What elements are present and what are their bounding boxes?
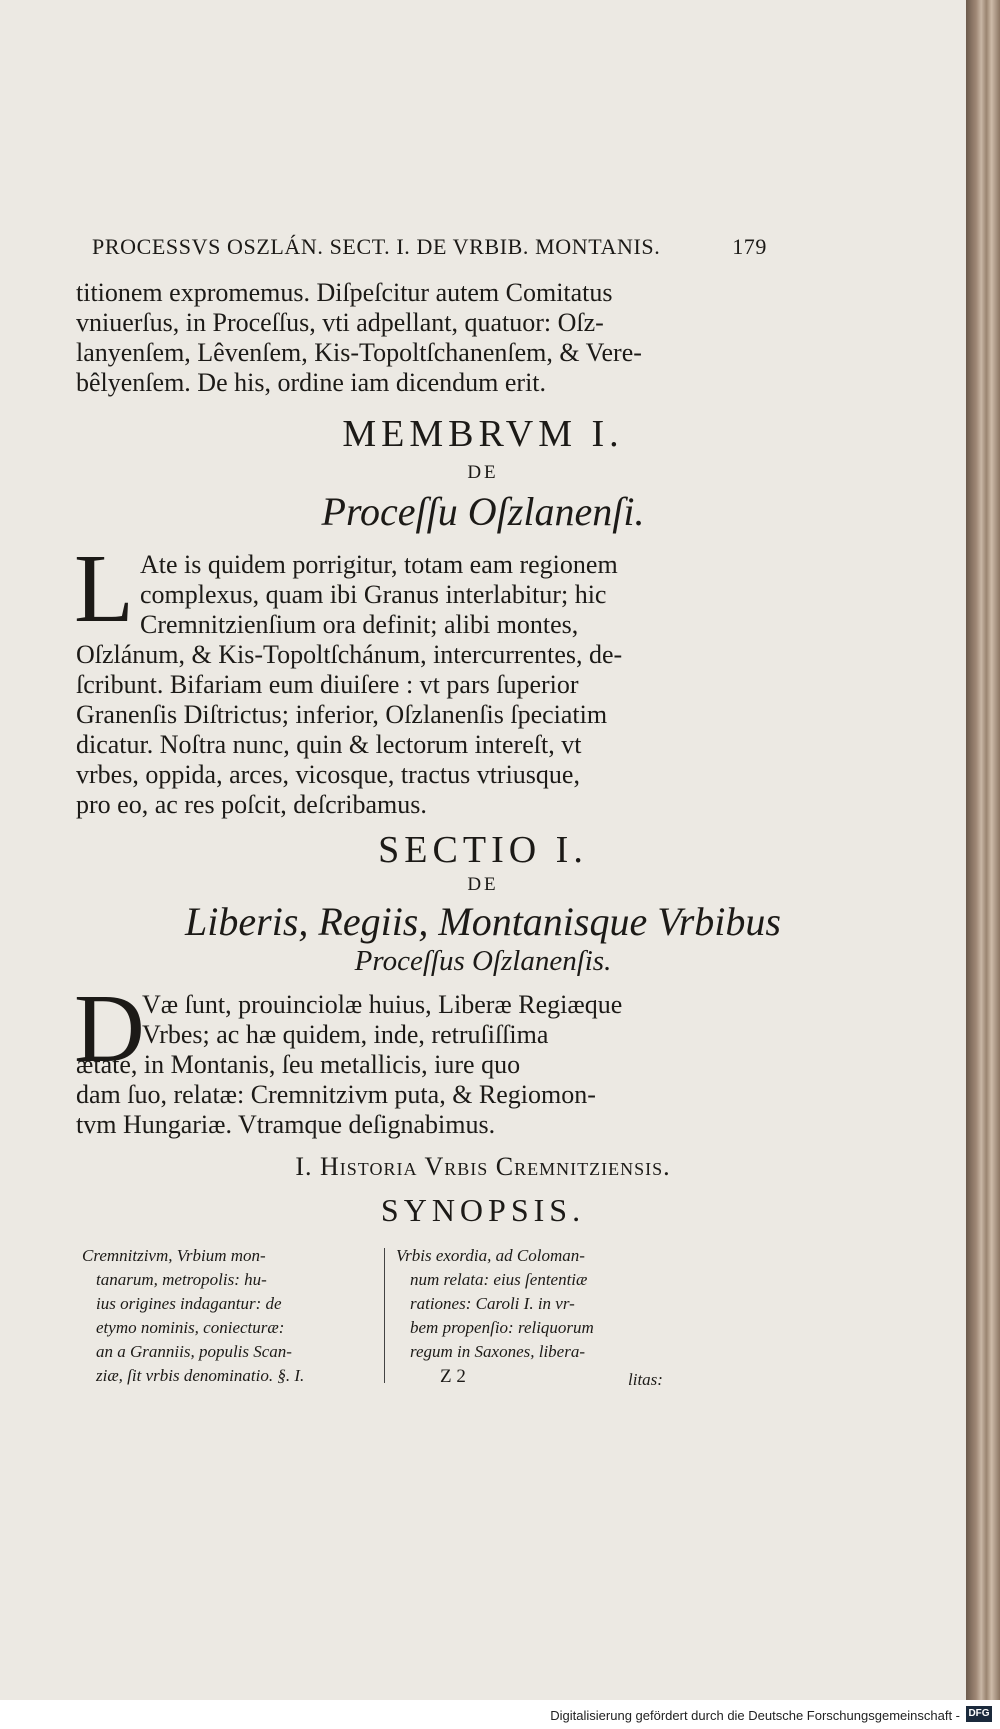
signature-mark: Z 2: [440, 1366, 466, 1387]
synopsis-right-line: Vrbis exordia, ad Coloman-: [396, 1246, 585, 1265]
membrum-title: MEMBRVM I.: [342, 413, 624, 455]
historia-heading: I. Historia Vrbis Cremnitziensis.: [295, 1152, 671, 1181]
para-line: dicatur. Noſtra nunc, quin & lectorum intereſt, vt: [76, 730, 582, 759]
sectio-subtitle: Proceſſus Oſzlanenſis.: [354, 945, 612, 977]
membrum-subtitle: Proceſſu Oſzlanenſi.: [321, 489, 645, 534]
synopsis-left-line: Cremnitzivm, Vrbium mon-: [82, 1246, 266, 1265]
para-line: Vrbes; ac hæ quidem, inde, retruſiſſima: [142, 1020, 549, 1049]
membrum-de: DE: [467, 462, 499, 483]
para-line: dam ſuo, relatæ: Cremnitzivm puta, & Regiomon-: [76, 1080, 596, 1109]
para-line: vrbes, oppida, arces, vicosque, tractus vtriusque,: [76, 760, 580, 789]
intro-line: lanyenſem, Lêvenſem, Kis-Topoltſchanenſem, & Vere-: [76, 338, 642, 367]
synopsis-right-line: regum in Saxones, libera-: [410, 1342, 586, 1361]
synopsis-left-line: an a Granniis, populis Scan-: [96, 1342, 292, 1361]
synopsis-left-line: ius origines indagantur: de: [96, 1294, 282, 1313]
running-header: [92, 234, 767, 260]
running-title: PROCESSVS OSZLÁN. SECT. I. DE VRBIB. MONTANIS.: [92, 234, 661, 259]
para-line: Væ ſunt, prouinciolæ huius, Liberæ Regiæque: [142, 990, 623, 1019]
catchword: litas:: [628, 1370, 663, 1389]
synopsis-left-line: tanarum, metropolis: hu-: [96, 1270, 267, 1289]
sectio-subtitle: Liberis, Regiis, Montanisque Vrbibus: [185, 899, 781, 944]
para-line: pro eo, ac res poſcit, deſcribamus.: [76, 790, 427, 819]
intro-line: bêlyenſem. De his, ordine iam dicendum erit.: [76, 368, 547, 397]
page-edge: [966, 0, 1000, 1700]
sectio-de: DE: [467, 874, 499, 895]
synopsis-right-line: num relata: eius ſententiæ: [410, 1270, 588, 1289]
para-line: Granenſis Diſtrictus; inferior, Oſzlanenſis ſpeciatim: [76, 700, 608, 729]
column-rule: [384, 1248, 385, 1383]
para-line: Cremnitzienſium ora definit; alibi montes,: [140, 610, 579, 639]
para-line: tvm Hungariæ. Vtramque deſignabimus.: [76, 1110, 496, 1139]
synopsis-right-line: rationes: Caroli I. in vr-: [410, 1294, 575, 1313]
synopsis-title: SYNOPSIS.: [380, 1192, 586, 1228]
para-line: Oſzlánum, & Kis-Topoltſchánum, intercurrentes, de-: [76, 640, 623, 669]
drop-cap: D: [74, 975, 145, 1083]
sectio-title: SECTIO I.: [378, 829, 588, 871]
synopsis-left-line: ziæ, ſit vrbis denominatio. §. I.: [96, 1366, 305, 1385]
synopsis-left-line: etymo nominis, coniecturæ:: [96, 1318, 285, 1337]
drop-cap: L: [74, 535, 134, 643]
synopsis-right-line: bem propenſio: reliquorum: [410, 1318, 594, 1337]
page-number: 179: [732, 234, 767, 259]
dfg-credit: Digitalisierung gefördert durch die Deutsche Forschungsgemeinschaft -: [550, 1708, 960, 1723]
para-line: ſcribunt. Bifariam eum diuiſere : vt pars ſuperior: [76, 670, 579, 699]
para-line: complexus, quam ibi Granus interlabitur; hic: [140, 580, 607, 609]
intro-line: vniuerſus, in Proceſſus, vti adpellant, quatuor: Oſz-: [76, 308, 604, 337]
intro-line: titionem expromemus. Diſpeſcitur autem Comitatus: [76, 278, 613, 307]
para-line: Ate is quidem porrigitur, totam eam regionem: [140, 550, 618, 579]
para-line: ætate, in Montanis, ſeu metallicis, iure quo: [76, 1050, 521, 1079]
dfg-logo: DFG: [966, 1706, 992, 1722]
